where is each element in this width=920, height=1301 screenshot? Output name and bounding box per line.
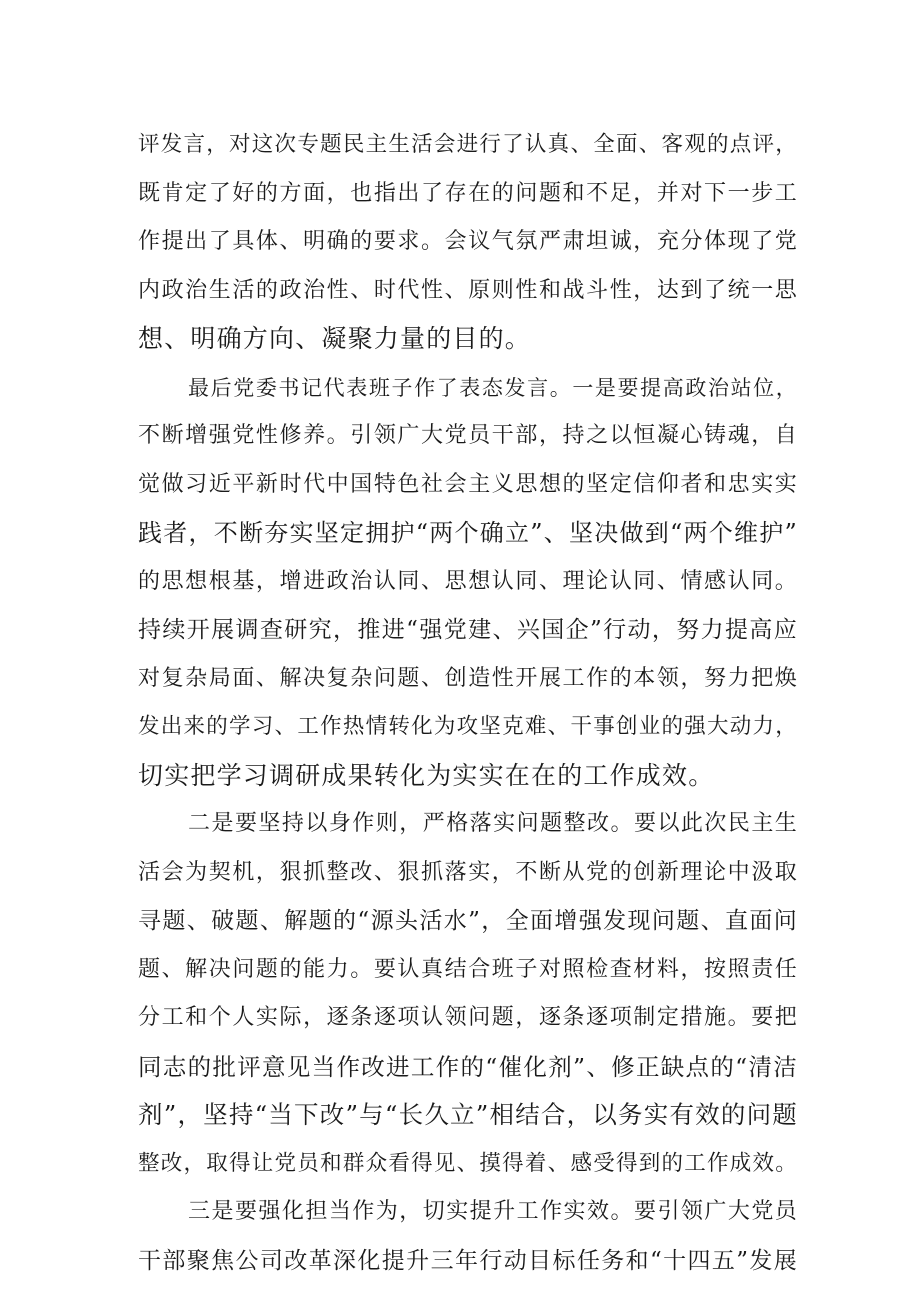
text-line: 二是要坚持以身作则，严格落实问题整改。要以此次民主生: [188, 811, 798, 836]
text-line: 切实把学习调研成果转化为实实在在的工作成效。: [138, 760, 715, 790]
text-line: 的思想根基，增进政治认同、思想认同、理论认同、情感认同。: [138, 568, 798, 594]
text-line: 内政治生活的政治性、时代性、原则性和战斗性，达到了统一思: [138, 277, 798, 303]
text-line: 发出来的学习、工作热情转化为攻坚克难、干事创业的强大动力，: [138, 714, 798, 739]
text-line: 对复杂局面、解决复杂问题、创造性开展工作的本领，努力把焕: [138, 665, 798, 691]
text-line: 想、明确方向、凝聚力量的目的。: [138, 324, 532, 353]
text-line: 题、解决问题的能力。要认真结合班子对照检查材料，按照责任: [138, 956, 798, 982]
text-line: 三是要强化担当作为，切实提升工作实效。要引领广大党员: [188, 1199, 798, 1224]
text-line: 活会为契机，狠抓整改、狠抓落实，不断从党的创新理论中汲取: [138, 859, 798, 885]
text-line: 评发言，对这次专题民主生活会进行了认真、全面、客观的点评，: [138, 132, 798, 157]
text-line: 既肯定了好的方面，也指出了存在的问题和不足，并对下一步工: [138, 180, 798, 206]
text-line: 剂”，坚持“当下改”与“长久立”相结合，以务实有效的问题: [138, 1100, 798, 1129]
text-line: 同志的批评意见当作改进工作的“催化剂”、修正缺点的“清洁: [138, 1052, 798, 1081]
text-line: 干部聚焦公司改革深化提升三年行动目标任务和“十四五”发展: [138, 1247, 798, 1274]
text-line: 持续开展调查研究，推进“强党建、兴国企”行动，努力提高应: [138, 617, 798, 643]
text-line: 整改，取得让党员和群众看得见、摸得着、感受得到的工作成效。: [138, 1150, 798, 1176]
text-line: 分工和个人实际，逐条逐项认领问题，逐条逐项制定措施。要把: [138, 1005, 798, 1030]
text-line: 寻题、破题、解题的“源头活水”，全面增强发现问题、直面问: [138, 908, 798, 934]
document-body: [138, 121, 798, 1285]
text-line: 最后党委书记代表班子作了表态发言。一是要提高政治站位，: [188, 375, 798, 400]
text-line: 作提出了具体、明确的要求。会议气氛严肃坦诚，充分体现了党: [138, 229, 798, 254]
text-line: 觉做习近平新时代中国特色社会主义思想的坚定信仰者和忠实实: [138, 471, 798, 497]
text-line: 不断增强党性修养。引领广大党员干部，持之以恒凝心铸魂，自: [138, 423, 798, 448]
text-line: 践者，不断夯实坚定拥护“两个确立”、坚决做到“两个维护”: [138, 519, 798, 547]
